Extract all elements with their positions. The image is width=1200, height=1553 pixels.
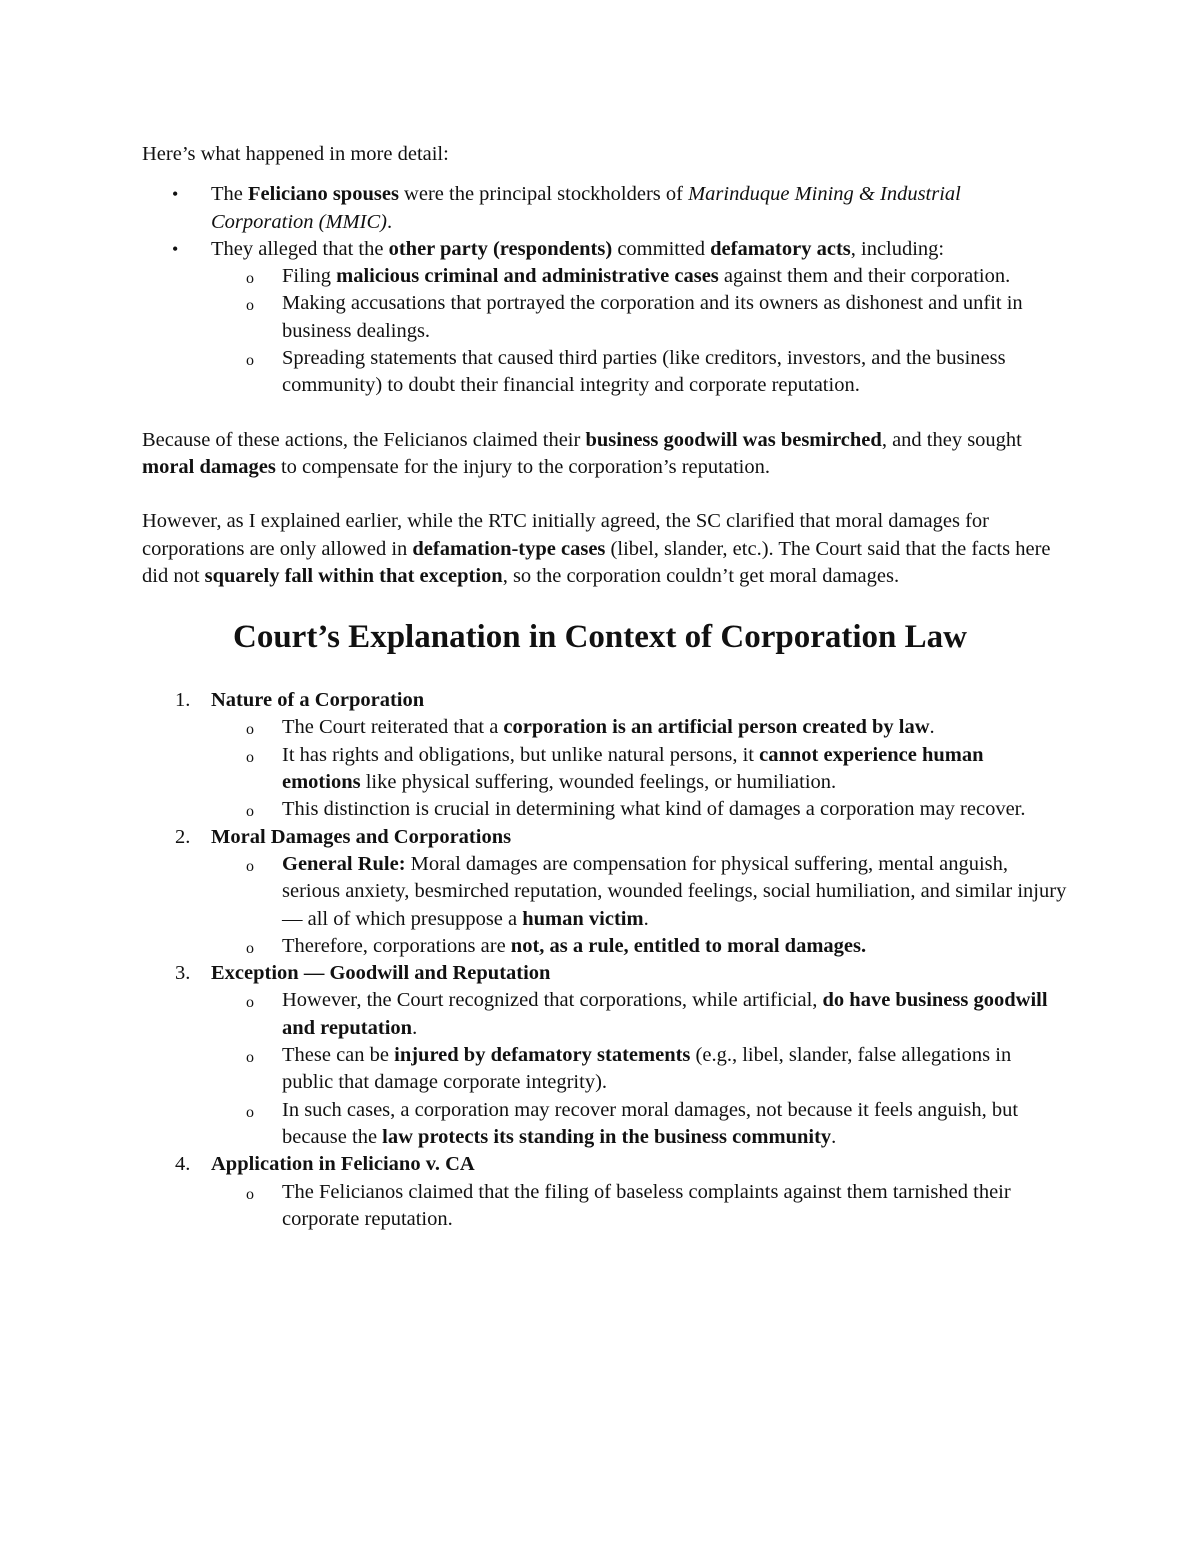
bold-text: not, as a rule, entitled to moral damages. <box>510 934 867 957</box>
sub-bullet-item: o Therefore, corporations are not, as a rule, entitled to moral damages. <box>142 933 1067 960</box>
section-heading: Court’s Explanation in Context of Corporation Law <box>233 619 967 656</box>
bullet-list <box>142 181 1067 399</box>
sub-bullet-item: o Making accusations that portrayed the corporation and its owners as dishonest and unfit in business dealings. <box>246 292 1023 342</box>
bold-text: squarely fall within that exception <box>204 564 503 587</box>
sub-bullet-icon: o <box>246 1049 254 1067</box>
item-number: 1. <box>175 689 191 712</box>
sub-bullet-icon: o <box>246 721 254 739</box>
paragraph-goodwill: Because of these actions, the Felicianos claimed their business goodwill was besmirched, and they sought moral damages to compensate for the injury to the corporation’s reputation. <box>142 428 1022 478</box>
spacer <box>142 400 1067 427</box>
sub-bullet-list <box>211 263 1067 399</box>
italic-text: Marinduque Mining & Industrial Corporation (MMIC) <box>211 183 961 233</box>
numbered-item <box>142 1151 1067 1233</box>
bold-text: defamatory acts <box>710 237 851 260</box>
sub-bullet-icon: o <box>246 297 254 315</box>
item-title: Application in Feliciano v. CA <box>211 1153 475 1176</box>
sub-bullet-item: o The Court reiterated that a corporation is an artificial person created by law. <box>142 714 1067 741</box>
bold-text: General Rule: <box>282 852 406 875</box>
document-body <box>142 141 1067 1233</box>
numbered-item <box>142 960 1067 1151</box>
bold-text: Feliciano spouses <box>248 183 399 206</box>
sub-bullet-item: o In such cases, a corporation may recover moral damages, not because it feels anguish, but because the law protects its standing in the business community. <box>246 1098 1019 1148</box>
sub-bullet-list <box>211 987 1067 1151</box>
bullet-item: • They alleged that the other party (respondents) committed defamatory acts, including: o Filing malicious criminal and administrative cases against them and their corporation. o Making accusations that portrayed the corporation and its owners as dishonest and unfit in business dealings. o Spreading statements that caused third parties (like creditors, investors, and the business community) to doubt their financial integrity and corporate reputation. <box>142 236 1067 400</box>
item-title: Nature of a Corporation <box>211 689 425 712</box>
paragraph-sc-clarification: However, as I explained earlier, while the RTC initially agreed, the SC clarified that moral damages for corporations are only allowed in defamation-type cases (libel, slander, etc.). The Court said that the facts here did not squarely fall within that exception, so the corporation couldn’t get moral damages. <box>142 510 1051 587</box>
bold-text: do have business goodwill and reputation <box>282 989 1048 1039</box>
item-title: Exception — Goodwill and Reputation <box>211 962 551 985</box>
item-number: 2. <box>175 825 191 848</box>
sub-bullet-list <box>211 851 1067 960</box>
sub-bullet-icon: o <box>246 1185 254 1203</box>
sub-bullet-item: o General Rule: Moral damages are compensation for physical suffering, mental anguish, serious anxiety, besmirched reputation, wounded feelings, social humiliation, and similar injury — all of which presuppose a human victim. <box>246 852 1067 930</box>
bold-text: corporation is an artificial person created by law <box>503 716 930 739</box>
sub-bullet-icon: o <box>246 857 254 875</box>
sub-bullet-item: o Filing malicious criminal and administrative cases against them and their corporation. <box>142 263 1067 290</box>
sub-bullet-icon: o <box>246 270 254 288</box>
sub-bullet-icon: o <box>246 1103 254 1121</box>
intro-text: Here’s what happened in more detail: <box>142 143 449 165</box>
bold-text: law protects its standing in the business community <box>382 1125 832 1148</box>
bold-text: injured by defamatory statements <box>394 1044 691 1067</box>
sub-bullet-icon: o <box>246 939 254 957</box>
item-title: Moral Damages and Corporations <box>211 825 512 848</box>
bullet-item: • The Feliciano spouses were the principal stockholders of Marinduque Mining & Industrial Corporation (MMIC). <box>172 183 961 233</box>
sub-bullet-item: o It has rights and obligations, but unlike natural persons, it cannot experience human emotions like physical suffering, wounded feelings, or humiliation. <box>246 743 984 794</box>
sub-bullet-item: o The Felicianos claimed that the filing of baseless complaints against them tarnished their corporate reputation. <box>246 1180 1011 1230</box>
bold-text: moral damages <box>142 455 276 478</box>
bold-text: malicious criminal and administrative cases <box>336 265 719 288</box>
numbered-item <box>142 824 1067 960</box>
item-number: 3. <box>175 962 191 985</box>
sub-bullet-item: o Spreading statements that caused third parties (like creditors, investors, and the business community) to doubt their financial integrity and corporate reputation. <box>246 347 1006 397</box>
sub-bullet-item: o These can be injured by defamatory statements (e.g., libel, slander, false allegations in public that damage corporate integrity). <box>246 1044 1012 1094</box>
sub-bullet-item: o However, the Court recognized that corporations, while artificial, do have business goodwill and reputation. <box>246 989 1048 1039</box>
bullet-icon: • <box>172 184 179 205</box>
sub-bullet-icon: o <box>246 352 254 370</box>
sub-bullet-icon: o <box>246 748 254 766</box>
bold-text: business goodwill was besmirched <box>585 428 882 451</box>
sub-bullet-list <box>211 1179 1067 1234</box>
sub-bullet-icon: o <box>246 803 254 821</box>
bold-text: defamation-type cases <box>412 537 606 560</box>
bold-text: human victim <box>522 907 644 930</box>
sub-bullet-list <box>211 714 1067 823</box>
sub-bullet-item: o This distinction is crucial in determining what kind of damages a corporation may recover. <box>142 796 1067 823</box>
bullet-icon: • <box>172 238 179 259</box>
bold-text: other party (respondents) <box>388 237 613 260</box>
bold-text: cannot experience human emotions <box>282 743 984 794</box>
numbered-list <box>142 687 1067 1233</box>
numbered-item <box>142 687 1067 823</box>
sub-bullet-icon: o <box>246 994 254 1012</box>
item-number: 4. <box>175 1153 191 1176</box>
